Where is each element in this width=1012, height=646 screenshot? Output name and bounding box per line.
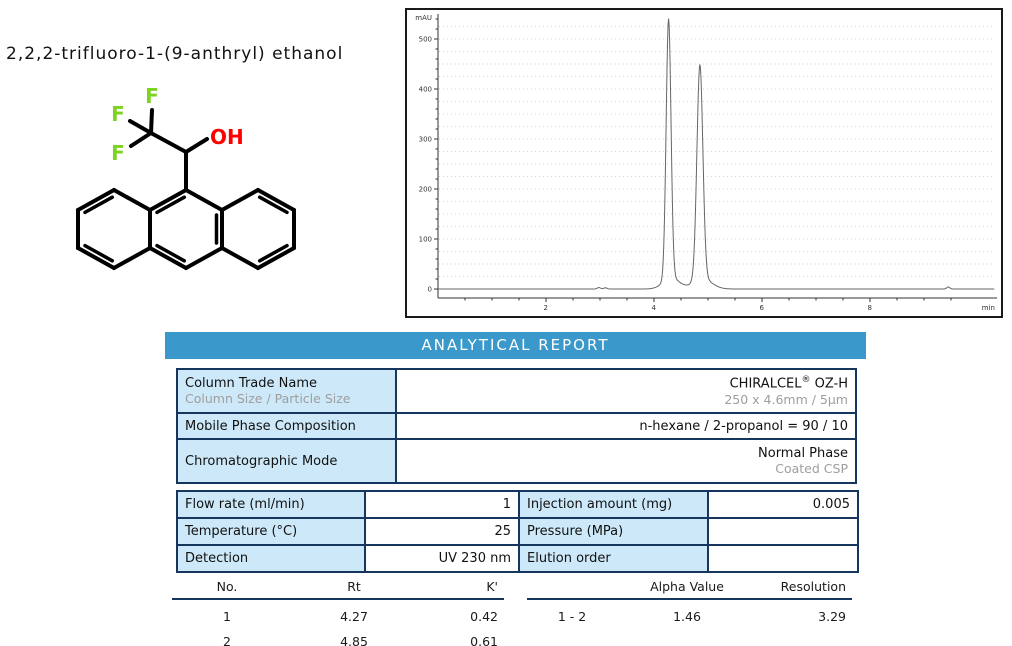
separation-results-table (527, 576, 852, 625)
peak-rt: 4.27 (340, 609, 368, 624)
col-header-alpha: Alpha Value (617, 576, 757, 599)
svg-text:400: 400 (418, 85, 432, 94)
fluorine-atom-label: F (145, 84, 159, 108)
condition-label: Elution order (519, 545, 708, 572)
table-row (177, 369, 856, 413)
peak-rt: 4.85 (340, 634, 368, 646)
table-row (177, 439, 856, 483)
condition-value: 0.005 (708, 491, 858, 518)
chromatogram-plot (407, 10, 1001, 316)
svg-text:4: 4 (651, 304, 656, 312)
table-row (527, 599, 852, 625)
csp-type-value: Coated CSP (775, 461, 848, 476)
svg-text:2: 2 (543, 304, 548, 312)
table-row (172, 625, 504, 646)
peak-k: 0.42 (470, 609, 498, 624)
condition-value (708, 545, 858, 572)
condition-label: Pressure (MPa) (519, 518, 708, 545)
hydroxyl-label: OH (210, 125, 244, 149)
conditions-table (176, 490, 859, 573)
peak-no: 1 (223, 609, 231, 624)
col-header-resolution: Resolution (757, 576, 852, 599)
svg-text:500: 500 (418, 35, 432, 44)
peak-pair: 1 - 2 (557, 609, 587, 624)
mobile-phase-value: n-hexane / 2-propanol = 90 / 10 (396, 413, 856, 439)
info-label: Mobile Phase Composition (177, 413, 396, 439)
svg-text:0: 0 (427, 285, 432, 294)
condition-label: Detection (177, 545, 365, 572)
condition-label: Temperature (°C) (177, 518, 365, 545)
peak-results-table (172, 576, 504, 646)
svg-text:8: 8 (867, 304, 872, 312)
column-size-value: 250 x 4.6mm / 5µm (724, 391, 848, 407)
svg-text:200: 200 (418, 185, 432, 194)
col-header-pair (527, 576, 617, 599)
fluorine-atom-label: F (111, 141, 125, 165)
report-header-band: ANALYTICAL REPORT (165, 332, 866, 359)
col-header-rt: Rt (282, 576, 426, 599)
col-header-k: K' (426, 576, 504, 599)
condition-value: 25 (365, 518, 519, 545)
anthracene-skeleton (78, 110, 294, 268)
table-row (177, 491, 858, 518)
condition-value: 1 (365, 491, 519, 518)
table-row (172, 599, 504, 625)
table-header-row (527, 576, 852, 599)
svg-text:6: 6 (759, 304, 764, 312)
info-sublabel: Column Size / Particle Size (185, 391, 351, 406)
compound-title: 2,2,2-trifluoro-1-(9-anthryl) ethanol (6, 44, 344, 64)
resolution-value: 3.29 (818, 609, 846, 624)
svg-text:300: 300 (418, 135, 432, 144)
condition-value: UV 230 nm (365, 545, 519, 572)
peak-k: 0.61 (470, 634, 498, 646)
molecule-structure (60, 80, 320, 300)
svg-text:min: min (981, 304, 995, 312)
table-header-row (172, 576, 504, 599)
col-header-no: No. (172, 576, 282, 599)
svg-text:mAU: mAU (415, 14, 432, 22)
table-row (177, 518, 858, 545)
info-label: Column Trade Name (185, 376, 317, 391)
chromatographic-mode-value: Normal Phase (758, 446, 848, 461)
svg-text:100: 100 (418, 235, 432, 244)
peak-no: 2 (223, 634, 231, 646)
alpha-value: 1.46 (673, 609, 701, 624)
chromatogram-panel (405, 8, 1003, 318)
column-trade-name-value: CHIRALCEL® OZ-H (729, 375, 848, 392)
column-info-table (176, 368, 857, 484)
fluorine-atom-label: F (111, 102, 125, 126)
table-row (177, 413, 856, 439)
info-label: Chromatographic Mode (177, 439, 396, 483)
condition-label: Flow rate (ml/min) (177, 491, 365, 518)
condition-label: Injection amount (mg) (519, 491, 708, 518)
table-row (177, 545, 858, 572)
chromatogram-trace (438, 19, 994, 289)
condition-value (708, 518, 858, 545)
